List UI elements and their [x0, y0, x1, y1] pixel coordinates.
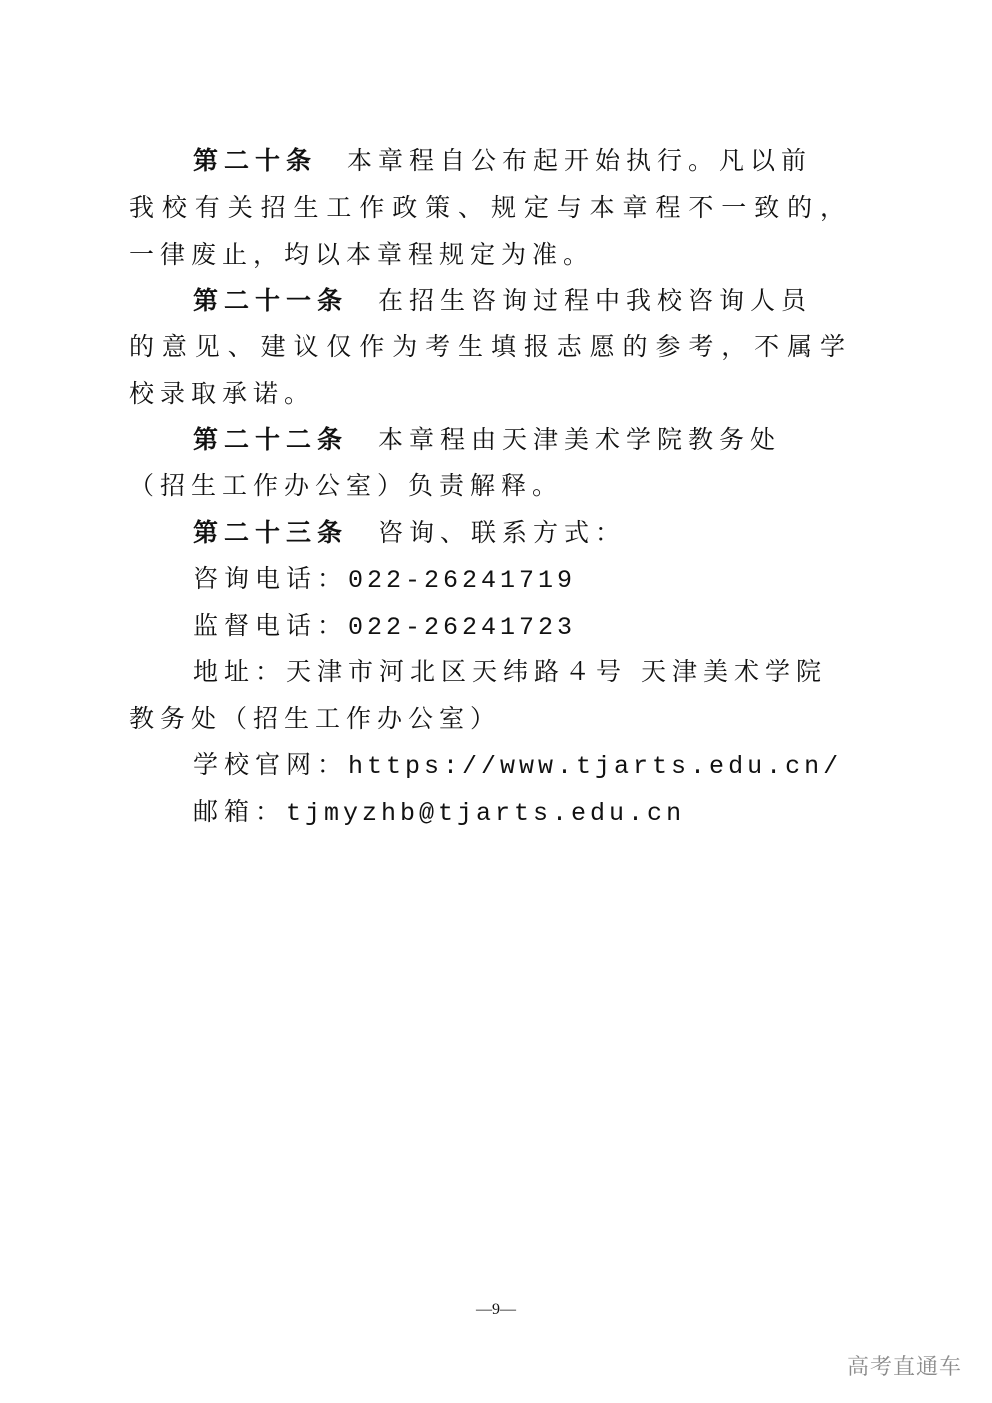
- email-value: tjmyzhb@tjarts.edu.cn: [286, 799, 686, 828]
- article-21-text-1: 在招生咨询过程中我校咨询人员: [378, 286, 813, 315]
- consult-phone-label: 咨询电话：: [193, 564, 349, 593]
- article-21-line-1: [193, 279, 845, 323]
- article-20-title: 第二十条: [193, 146, 318, 175]
- article-20-line-2: 我校有关招生工作政策、规定与本章程不一致的，: [129, 193, 845, 222]
- website-value: https://www.tjarts.edu.cn/: [348, 752, 843, 781]
- email-label: 邮箱：: [193, 797, 287, 826]
- page-number: —9—: [476, 1301, 516, 1318]
- article-23-line-1: [193, 511, 845, 555]
- article-20-text-1: 本章程自公布起开始执行。凡以前: [347, 146, 813, 175]
- article-21-line-2: 的意见、建议仅作为考生填报志愿的参考，不属学: [129, 332, 845, 361]
- address-label: 地址：: [193, 657, 287, 686]
- email-line: [193, 790, 845, 834]
- address-line-1: [193, 650, 845, 694]
- supervise-phone-value: 022-26241723: [348, 613, 577, 642]
- address-line-2: 教务处（招生工作办公室）: [129, 704, 502, 733]
- article-22-text-1: 本章程由天津美术学院教务处: [378, 425, 782, 454]
- article-22-line-1: [193, 418, 845, 462]
- supervise-phone-line: [193, 604, 845, 648]
- website-line: [193, 743, 845, 787]
- article-20-line-1: [193, 139, 845, 183]
- article-23-title: 第二十三条: [193, 518, 349, 547]
- address-value-1: 天津市河北区天纬路４号 天津美术学院: [286, 657, 827, 686]
- article-21-title: 第二十一条: [193, 286, 349, 315]
- supervise-phone-label: 监督电话：: [193, 611, 349, 640]
- article-21-line-3: 校录取承诺。: [129, 379, 316, 408]
- article-20-line-3: 一律废止，均以本章程规定为准。: [129, 240, 595, 269]
- website-label: 学校官网：: [193, 750, 349, 779]
- consult-phone-line: [193, 557, 845, 601]
- article-22-line-2: （招生工作办公室）负责解释。: [129, 471, 564, 500]
- article-22-title: 第二十二条: [193, 425, 349, 454]
- consult-phone-value: 022-26241719: [348, 566, 577, 595]
- watermark-text: 高考直通车: [846, 1355, 962, 1380]
- article-23-text-1: 咨询、联系方式：: [378, 518, 627, 547]
